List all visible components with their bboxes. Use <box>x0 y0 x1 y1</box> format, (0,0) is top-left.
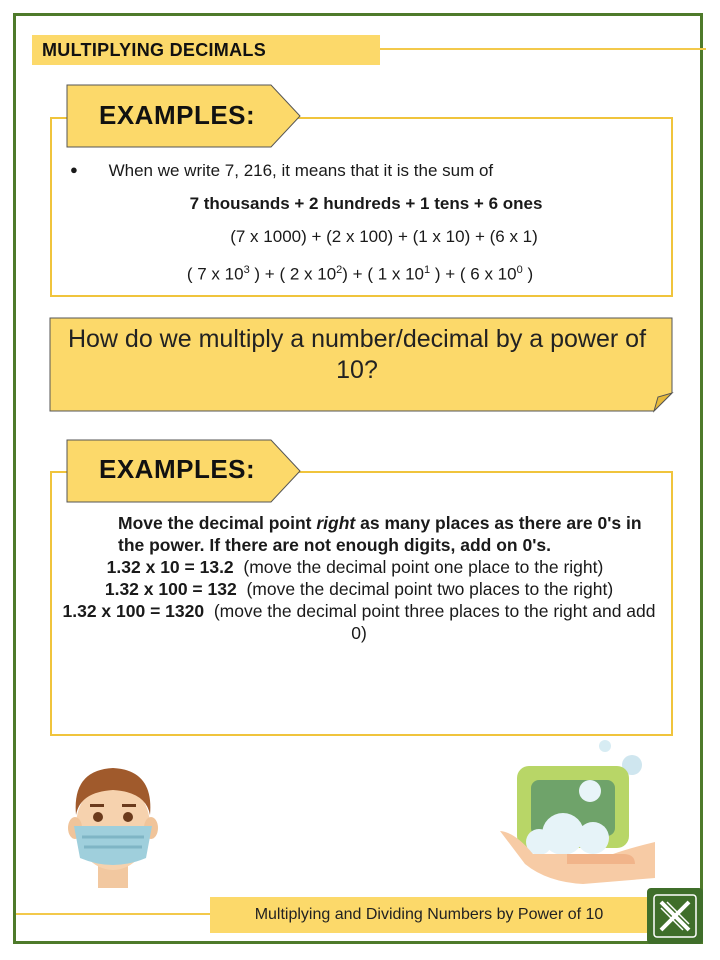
footer-title: Multiplying and Dividing Numbers by Power of 10 <box>254 906 604 923</box>
powers-line <box>0 260 720 285</box>
pencil-ruler-icon <box>647 888 703 944</box>
exp-3: 1 <box>424 264 431 276</box>
example-equation: 1.32 x 10 = 13.2 <box>106 557 234 577</box>
footer-rule <box>16 913 216 915</box>
washing-hands-icon <box>495 736 665 886</box>
exp-4: 0 <box>516 264 523 276</box>
exp-1: 3 <box>243 264 250 276</box>
example-note: (move the decimal point two places to the right) <box>246 579 614 599</box>
power-term-1: ( 7 x 10 <box>186 264 244 284</box>
exp-2: 2 <box>336 264 343 276</box>
rule-text <box>118 512 670 556</box>
example-note: (move the decimal point three places to the right and add 0) <box>213 601 656 643</box>
examples-label-1: EXAMPLES: <box>99 100 256 130</box>
example-note: (move the decimal point one place to the right) <box>243 557 604 577</box>
bullet-row <box>70 161 493 181</box>
example-item <box>40 556 670 578</box>
page-title: MULTIPLYING DECIMALS <box>42 40 267 60</box>
power-term-2: ) + ( 2 x 10 <box>249 264 337 284</box>
expanded-line: (7 x 1000) + (2 x 100) + (1 x 10) + (6 x 1) <box>230 227 538 246</box>
example-item <box>48 600 670 644</box>
example-item <box>48 578 670 600</box>
example-equation: 1.32 x 100 = 1320 <box>62 601 205 621</box>
example-equation: 1.32 x 100 = 132 <box>104 579 237 599</box>
rule-part-b: as many places as there are 0's in the power. If there are not enough digits, add on 0's. <box>118 513 642 555</box>
power-term-4: ) + ( 6 x 10 <box>430 264 517 284</box>
rule-part-a: Move the decimal point <box>118 513 317 533</box>
power-term-5: ) <box>522 264 534 284</box>
bullet: ● <box>70 162 78 177</box>
masked-person-icon <box>58 760 168 890</box>
sum-line: 7 thousands + 2 hundreds + 1 tens + 6 ones <box>189 194 543 213</box>
examples-label-2: EXAMPLES: <box>99 454 256 484</box>
example2-content <box>48 512 670 644</box>
power-term-3: ) + ( 1 x 10 <box>342 264 425 284</box>
worksheet-logo-icon <box>647 888 703 944</box>
question-text: How do we multiply a number/decimal by a power of 10? <box>67 325 647 384</box>
intro-text: When we write 7, 216, it means that it is the sum of <box>108 161 494 180</box>
title-rule <box>380 48 706 50</box>
rule-emphasis: right <box>316 513 356 533</box>
